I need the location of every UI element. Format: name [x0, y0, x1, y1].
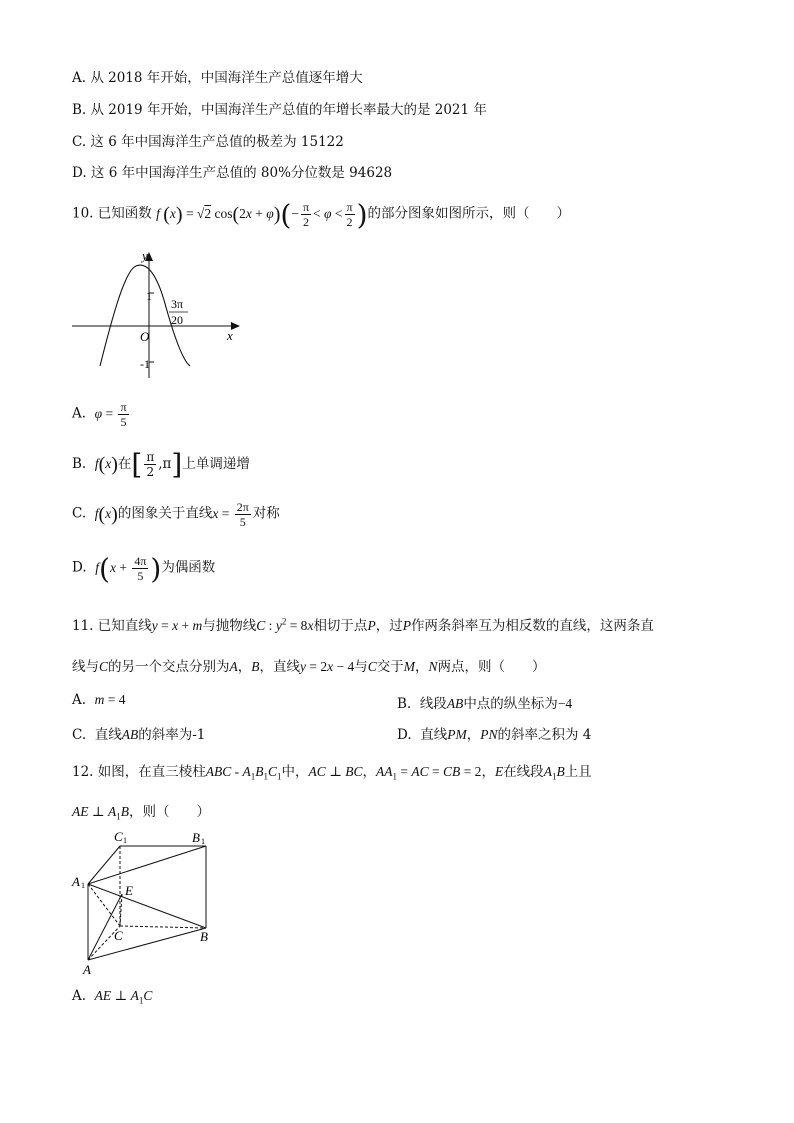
q10-option-a: A. φ = $\frac{\pi}{5}$ [72, 400, 127, 429]
label-c1: C [114, 829, 123, 844]
cosine-graph-figure [70, 248, 245, 388]
graph-origin-label: O [140, 329, 150, 344]
q10-option-c: C. f(x)的图象关于直线x = $\frac{2\pi}{5}$ 对称 [72, 500, 280, 529]
graph-y-label: y [142, 248, 148, 263]
graph-x-label: x [227, 328, 233, 343]
label-b1-sub: 1 [201, 837, 205, 846]
graph-tick-1: 1 [146, 289, 152, 303]
q12-stem-line1: 12. 如图，在直三棱柱ABC - $A_1B_1C_1$中，AC ⊥ BC，$AA_1$ = AC = CB = 2，E在线段$A_1B$上且 [72, 764, 592, 782]
label-c1-sub: 1 [123, 836, 127, 845]
q9-option-c: C. 这 6 年中国海洋生产总值的极差为 15122 [72, 134, 344, 150]
label-e: E [125, 883, 133, 898]
label-c: C [114, 928, 123, 943]
q11-option-b: B. 线段AB中点的纵坐标为−4 [397, 696, 573, 712]
graph-xtick-num: 3π [171, 297, 184, 311]
q11-stem-line1: 11. 已知直线y = x + m与抛物线C : $y^2 = 8x$相切于点P，过P作两条斜率互为相反数的直线，这两条直 [72, 616, 654, 634]
q10-stem: 10. 已知函数 f (x) = √2 cos(2x + φ)(− $\frac{\pi}{2}$ < φ < $\frac{\pi}{2}$ )的部分图象如图所示，则（ ） [72, 198, 570, 231]
q12-option-a: A. AE ⊥ $A_1C$ [72, 988, 153, 1006]
q9-option-b: B. 从 2019 年开始，中国海洋生产总值的年增长率最大的是 2021 年 [72, 102, 487, 118]
prism-figure [70, 828, 220, 978]
q12-stem-line2: AE ⊥ $A_1B$，则（ ） [72, 804, 210, 822]
q9-option-d: D. 这 6 年中国海洋生产总值的 80%分位数是 94628 [72, 165, 393, 181]
graph-xtick-den: 20 [171, 313, 183, 327]
label-b1: B [192, 830, 200, 845]
label-a1-sub: 1 [81, 881, 85, 890]
q10-option-d: D. f(x + $\frac{4\pi}{5}$ )为偶函数 [72, 552, 216, 585]
graph-tick-neg1: -1 [140, 357, 150, 371]
label-a1: A [72, 874, 80, 889]
label-a: A [83, 962, 91, 977]
q9-option-a: A. 从 2018 年开始，中国海洋生产总值逐年增大 [72, 70, 363, 86]
q11-option-c: C. 直线AB的斜率为-1 [72, 727, 206, 743]
q11-stem-line2: 线与C的另一个交点分别为A，B，直线y = 2x − 4与C交于M，N两点，则（ ） [72, 659, 546, 675]
label-b: B [200, 929, 208, 944]
q10-option-b: B. f(x)在[ $\frac{\pi}{2}$ ,π]上单调递增 [72, 448, 250, 481]
q11-option-a: A. m = 4 [72, 692, 126, 708]
q11-option-d: D. 直线PM，PN的斜率之积为 4 [397, 727, 592, 743]
